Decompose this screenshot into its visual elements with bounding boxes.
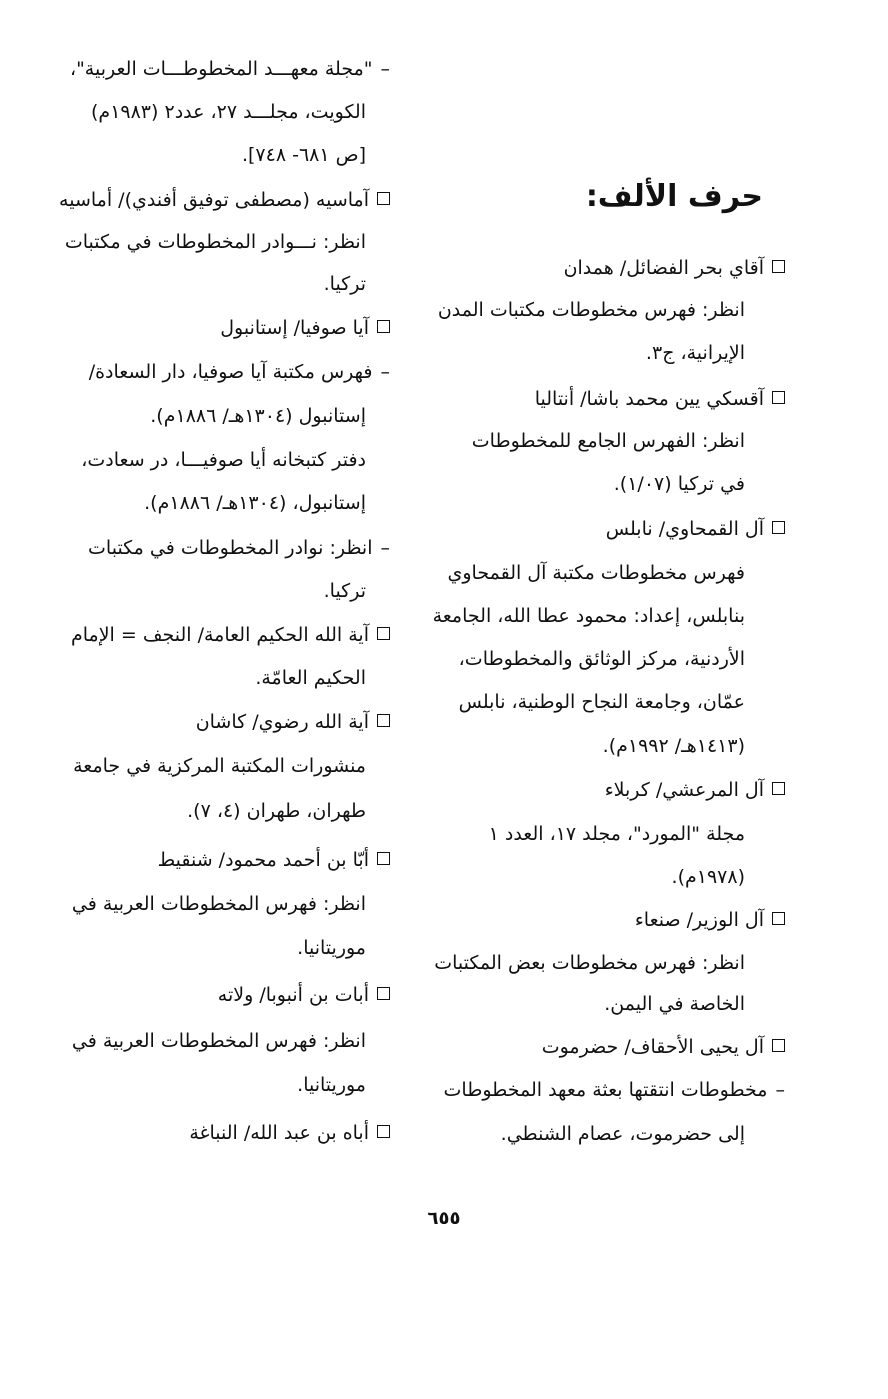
entry-line: الخاصة في اليمن. (604, 993, 745, 1015)
entry-line: –فهرس مكتبة آيا صوفيا، دار السعادة/ (89, 358, 390, 386)
entry-line: عمّان، وجامعة النجاح الوطنية، نابلس (458, 691, 745, 713)
entry-line: الكويت، مجلـــد ٢٧، عدد٢ (١٩٨٣م) (91, 101, 366, 123)
entry-line: فهرس مخطوطات مكتبة آل القمحاوي (447, 562, 745, 584)
entry-line: مجلة "المورد"، مجلد ١٧، العدد ١ (488, 823, 745, 845)
entry-line: انظر: فهرس مخطوطات مكتبات المدن (437, 299, 745, 321)
square-bullet-icon (772, 260, 785, 273)
square-bullet-icon (377, 320, 390, 333)
entry-line: آل يحيى الأحقاف/ حضرموت (542, 1033, 785, 1061)
entry-line: إلى حضرموت، عصام الشنطي. (500, 1123, 745, 1145)
entry-line: آل المرعشي/ كربلاء (605, 776, 785, 804)
dash-bullet-icon: – (775, 1079, 785, 1101)
entry-line: انظر: نـــوادر المخطوطات في مكتبات (64, 231, 366, 253)
entry-line: تركيا. (323, 273, 366, 295)
entry-line: آل القمحاوي/ نابلس (606, 515, 785, 543)
entry-line: انظر: الفهرس الجامع للمخطوطات (471, 430, 745, 452)
square-bullet-icon (377, 627, 390, 640)
entry-line: (١٤١٣هـ/ ١٩٩٢م). (602, 735, 745, 757)
entry-line: انظر: فهرس المخطوطات العربية في (71, 893, 366, 915)
entry-line: بنابلس، إعداد: محمود عطا الله، الجامعة (432, 605, 745, 627)
entry-line: (١٩٧٨م). (671, 866, 745, 888)
square-bullet-icon (377, 987, 390, 1000)
entry-line: آماسيه (مصطفى توفيق أفندي)/ أماسيه (59, 186, 390, 214)
dash-bullet-icon: – (380, 361, 390, 383)
entry-line: أبّا بن أحمد محمود/ شنقيط (158, 846, 390, 874)
entry-line: انظر: فهرس المخطوطات العربية في (71, 1030, 366, 1052)
entry-line: آقاي بحر الفضائل/ همدان (564, 254, 785, 282)
square-bullet-icon (772, 521, 785, 534)
entry-line: الحكيم العامّة. (255, 667, 366, 689)
dash-bullet-icon: – (380, 537, 390, 559)
square-bullet-icon (772, 912, 785, 925)
page-number: ٦٥٥ (427, 1208, 461, 1229)
entry-line: –انظر: نوادر المخطوطات في مكتبات (88, 534, 390, 562)
entry-line: في تركيا (١/٠٧). (613, 473, 745, 495)
entry-line: –مخطوطات انتقتها بعثة معهد المخطوطات (444, 1076, 785, 1104)
entry-line: إستانبول، (١٣٠٤هـ/ ١٨٨٦م). (144, 492, 366, 514)
square-bullet-icon (377, 1125, 390, 1138)
entry-line: طهران، طهران (٤، ٧). (187, 800, 366, 822)
entry-line: –"مجلة معهـــد المخطوطـــات العربية"، (70, 55, 390, 83)
entry-line: [ص ٦٨١- ٧٤٨]. (241, 144, 366, 166)
entry-line: دفتر كتبخانه أيا صوفيـــا، در سعادت، (81, 449, 366, 471)
dash-bullet-icon: – (380, 58, 390, 80)
entry-line: إستانبول (١٣٠٤هـ/ ١٨٨٦م). (150, 405, 366, 427)
entry-line: تركيا. (323, 580, 366, 602)
entry-line: منشورات المكتبة المركزية في جامعة (73, 755, 366, 777)
entry-line: الأردنية، مركز الوثائق والمخطوطات، (458, 648, 745, 670)
entry-line: الإيرانية، ج٣. (645, 342, 745, 364)
square-bullet-icon (772, 1039, 785, 1052)
square-bullet-icon (377, 852, 390, 865)
entry-line: موريتانيا. (297, 937, 366, 959)
entry-line: أباه بن عبد الله/ النباغة (189, 1119, 390, 1147)
square-bullet-icon (772, 391, 785, 404)
entry-line: أبات بن أنبوبا/ ولاته (218, 981, 390, 1009)
entry-line: آية الله الحكيم العامة/ النجف = الإمام (71, 621, 390, 649)
entry-line: موريتانيا. (297, 1074, 366, 1096)
entry-line: آل الوزير/ صنعاء (635, 906, 785, 934)
section-heading: حرف الألف: (585, 179, 763, 214)
square-bullet-icon (377, 192, 390, 205)
entry-line: انظر: فهرس مخطوطات بعض المكتبات (434, 952, 745, 974)
entry-line: آقسكي يين محمد باشا/ أنتاليا (535, 385, 785, 413)
entry-line: آيا صوفيا/ إستانبول (220, 314, 390, 342)
square-bullet-icon (772, 782, 785, 795)
square-bullet-icon (377, 714, 390, 727)
entry-line: آية الله رضوي/ كاشان (196, 708, 390, 736)
